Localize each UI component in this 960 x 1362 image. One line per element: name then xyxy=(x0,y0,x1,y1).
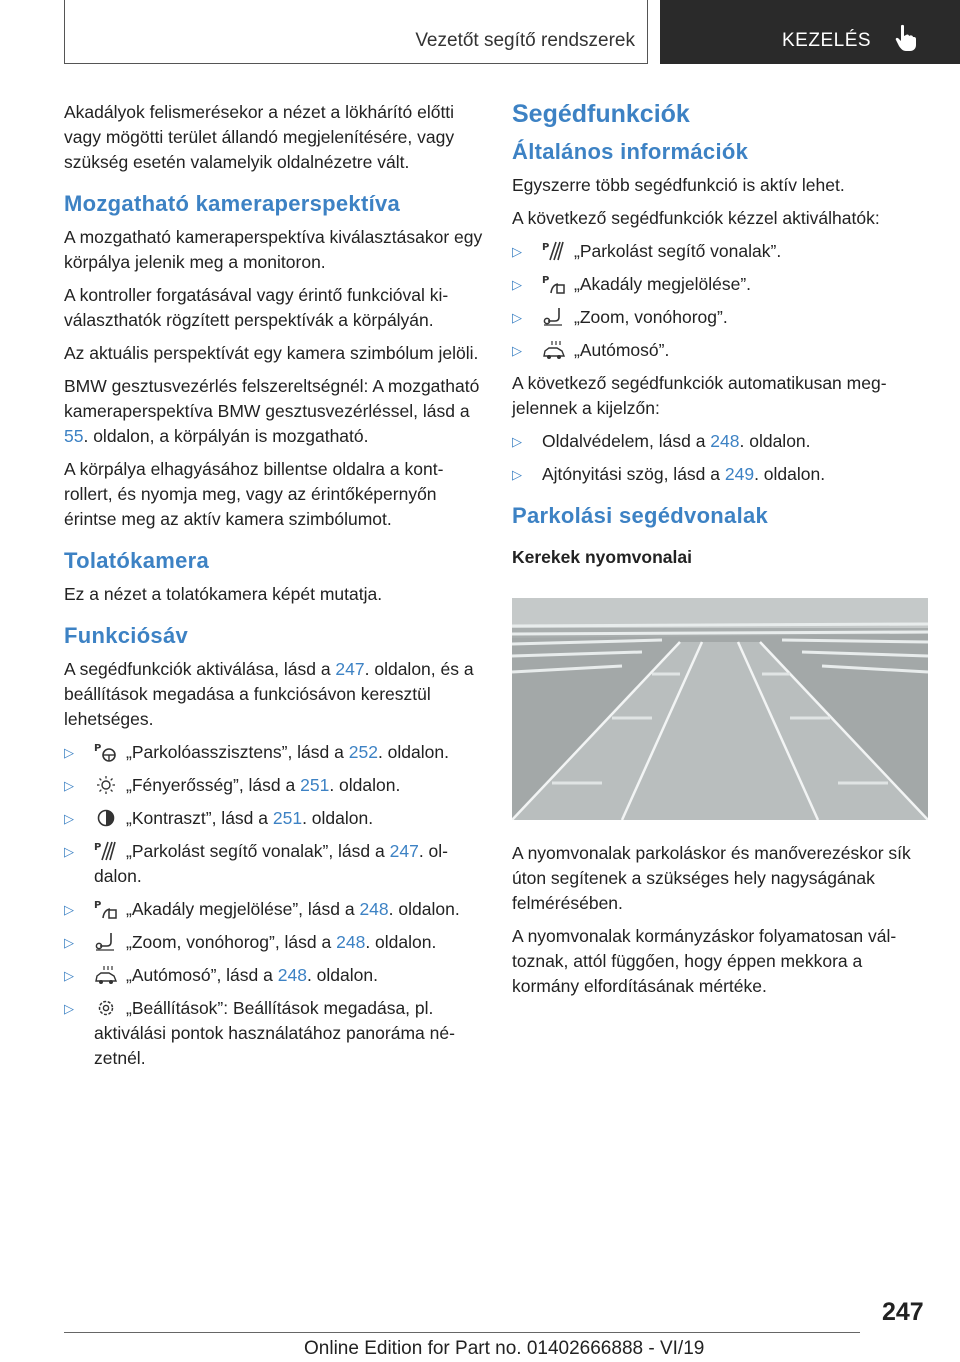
list-item-text: Ajtónyitási szög, lásd a xyxy=(542,464,725,484)
list-item xyxy=(64,740,484,765)
list-item xyxy=(512,429,932,454)
list-item-text: „Parkolóasszisztens”, lásd a xyxy=(126,742,349,762)
page-link[interactable]: 252 xyxy=(348,742,378,762)
list-item xyxy=(64,963,484,988)
heading-mozgathato: Mozgatható kameraperspektíva xyxy=(64,191,401,216)
page-number: 247 xyxy=(882,1298,924,1326)
page-link[interactable]: 248 xyxy=(277,965,307,985)
hand-pointer-icon xyxy=(894,24,920,52)
paragraph: BMW gesztusvezérlés felszereltségnél: A mozgatható kameraperspektíva BMW gesztusvezérléssel, lásd a 55. oldalon, a körpályán is mozgatható. xyxy=(64,376,480,446)
list-item xyxy=(512,338,932,363)
heading-funkciosav: Funkciósáv xyxy=(64,623,189,648)
list-item-text: . oldalon. xyxy=(94,841,448,886)
bullet-triangle-icon: ▷ xyxy=(64,935,74,950)
bullet-triangle-icon: ▷ xyxy=(512,434,522,449)
list-item-text: . oldalon. xyxy=(306,965,378,985)
paragraph: A következő segédfunkciók kézzel aktiválhatók: xyxy=(512,208,880,228)
bullet-triangle-icon: ▷ xyxy=(512,277,522,292)
list-item-text: . oldalon. xyxy=(377,742,449,762)
heading-altalanos: Általános információk xyxy=(512,139,749,164)
bullet-triangle-icon: ▷ xyxy=(512,343,522,358)
bullet-triangle-icon: ▷ xyxy=(64,1001,74,1016)
footer-divider xyxy=(64,1332,860,1333)
brightness-icon xyxy=(94,775,118,795)
list-item-text: „Fényerősség”, lásd a xyxy=(126,775,301,795)
bullet-triangle-icon: ▷ xyxy=(64,968,74,983)
list-item xyxy=(64,806,484,831)
bullet-triangle-icon: ▷ xyxy=(512,467,522,482)
page-link[interactable]: 55 xyxy=(64,426,84,446)
svg-text:P: P xyxy=(94,900,102,911)
heading-segedfunkciok: Segédfunkciók xyxy=(512,100,690,128)
parking-lines-icon xyxy=(94,841,118,861)
list-item xyxy=(512,272,932,297)
list-item xyxy=(64,996,484,1071)
bullet-triangle-icon: ▷ xyxy=(64,844,74,859)
edition-line: Online Edition for Part no. 01402666888 - VI/19 xyxy=(304,1338,705,1359)
list-item xyxy=(512,305,932,330)
paragraph: A kontroller forgatásával vagy érintő funkcióval kiválaszthatók rögzített perspektívák a körpályán. xyxy=(64,285,449,330)
page-link[interactable]: 251 xyxy=(272,808,303,828)
page-link[interactable]: 249 xyxy=(724,464,755,484)
parking-assistant-icon xyxy=(94,742,118,762)
list-item xyxy=(64,897,484,922)
heading-parkolasi: Parkolási segédvonalak xyxy=(512,503,769,528)
list-item-text: „Parkolást segítő vonalak”, lásd a xyxy=(126,841,390,861)
settings-icon xyxy=(94,998,118,1018)
paragraph: A következő segédfunkciók automatikusan megjelennek a kijelzőn: xyxy=(512,373,887,418)
parking-lines-camera-image xyxy=(512,598,928,820)
header-chapter-title: KEZELÉS xyxy=(782,30,872,51)
list-item-text: „Akadály megjelölése”, lásd a xyxy=(126,899,360,919)
list-item-text: . oldalon. xyxy=(329,775,401,795)
heading-tolatokamera: Tolatókamera xyxy=(64,548,210,573)
list-item xyxy=(64,773,484,798)
header-section-title: Vezetőt segítő rendszerek xyxy=(415,30,635,51)
list-item xyxy=(64,930,484,955)
paragraph: A nyomvonalak parkoláskor és manőverezéskor sík úton segítenek a szükséges hely nagyságának felmérésében. xyxy=(512,843,911,913)
list-item-text: „Beállítások”: Beállítások megadása, pl. aktiválási pontok használatához panoráma nézetnél. xyxy=(94,998,455,1068)
page-link[interactable]: 251 xyxy=(300,775,330,795)
svg-text:P: P xyxy=(94,842,102,853)
obstacle-marking-icon xyxy=(542,274,566,294)
page-link[interactable]: 247 xyxy=(335,659,365,679)
contrast-icon xyxy=(94,808,118,828)
paragraph: A segédfunkciók aktiválása, lásd a 247. oldalon, és a beállítások megadása a funkciósávon keresztül lehetséges. xyxy=(64,659,474,729)
page-link[interactable]: 248 xyxy=(336,932,366,952)
bullet-triangle-icon: ▷ xyxy=(64,745,74,760)
intro-paragraph: Akadályok felismerésekor a nézet a lökhárító előtti vagy mögötti terület állandó megjelenítésére, vagy szükség esetén valamelyik oldalnézetre vált. xyxy=(64,102,455,172)
list-item xyxy=(512,462,932,487)
list-item-text: „Parkolást segítő vonalak”. xyxy=(574,241,782,261)
list-item-text: . oldalon. xyxy=(739,431,811,451)
header-section-box xyxy=(64,0,648,64)
list-item-text: Oldalvédelem, lásd a xyxy=(542,431,711,451)
list-item-text: „Zoom, vonóhorog”. xyxy=(574,307,728,327)
bullet-triangle-icon: ▷ xyxy=(64,902,74,917)
auto-functions-list xyxy=(512,429,932,487)
right-column xyxy=(512,100,932,1007)
function-bar-list xyxy=(64,740,484,1071)
left-column xyxy=(64,100,484,1079)
page-link[interactable]: 248 xyxy=(359,899,389,919)
list-item xyxy=(512,239,932,264)
car-wash-icon xyxy=(542,340,566,360)
paragraph: Ez a nézet a tolatókamera képét mutatja. xyxy=(64,584,383,604)
bullet-triangle-icon: ▷ xyxy=(64,811,74,826)
list-item-text: „Autómosó”. xyxy=(574,340,670,360)
bullet-triangle-icon: ▷ xyxy=(512,244,522,259)
tow-hitch-icon xyxy=(94,932,118,952)
bullet-triangle-icon: ▷ xyxy=(64,778,74,793)
tow-hitch-icon xyxy=(542,307,566,327)
list-item-text: „Autómosó”, lásd a xyxy=(126,965,278,985)
svg-text:P: P xyxy=(542,275,550,286)
list-item xyxy=(64,839,484,889)
page-link[interactable]: 248 xyxy=(710,431,740,451)
list-item-text: „Akadály megjelölése”. xyxy=(574,274,752,294)
car-wash-icon xyxy=(94,965,118,985)
bullet-triangle-icon: ▷ xyxy=(512,310,522,325)
paragraph: A mozgatható kameraperspektíva kiválasztásakor egy körpálya jelenik meg a monitoron. xyxy=(64,227,483,272)
manual-functions-list xyxy=(512,239,932,363)
paragraph: Az aktuális perspektívát egy kamera szimbólum jelöli. xyxy=(64,343,479,363)
svg-text:P: P xyxy=(94,743,102,754)
svg-text:P: P xyxy=(542,242,550,253)
parking-lines-icon xyxy=(542,241,566,261)
list-item-text: . oldalon. xyxy=(754,464,826,484)
list-item-text: . oldalon. xyxy=(302,808,374,828)
heading-kerekek: Kerekek nyomvonalai xyxy=(512,547,692,567)
list-item-text: „Kontraszt”, lásd a xyxy=(126,808,273,828)
paragraph: Egyszerre több segédfunkció is aktív lehet. xyxy=(512,175,845,195)
paragraph: A körpálya elhagyásához billentse oldalra a kontrollert, és nyomja meg, vagy az érintőképernyőn érintse meg az aktív kamera szimbólumot. xyxy=(64,459,444,529)
list-item-text: . oldalon. xyxy=(388,899,460,919)
header-chapter-box xyxy=(660,0,960,64)
list-item-text: . oldalon. xyxy=(365,932,437,952)
obstacle-marking-icon xyxy=(94,899,118,919)
paragraph: A nyomvonalak kormányzáskor folyamatosan változnak, attól függően, hogy éppen mekkora a kormány elfordításának mértéke. xyxy=(512,926,897,996)
page-link[interactable]: 247 xyxy=(389,841,419,861)
list-item-text: „Zoom, vonóhorog”, lásd a xyxy=(126,932,337,952)
